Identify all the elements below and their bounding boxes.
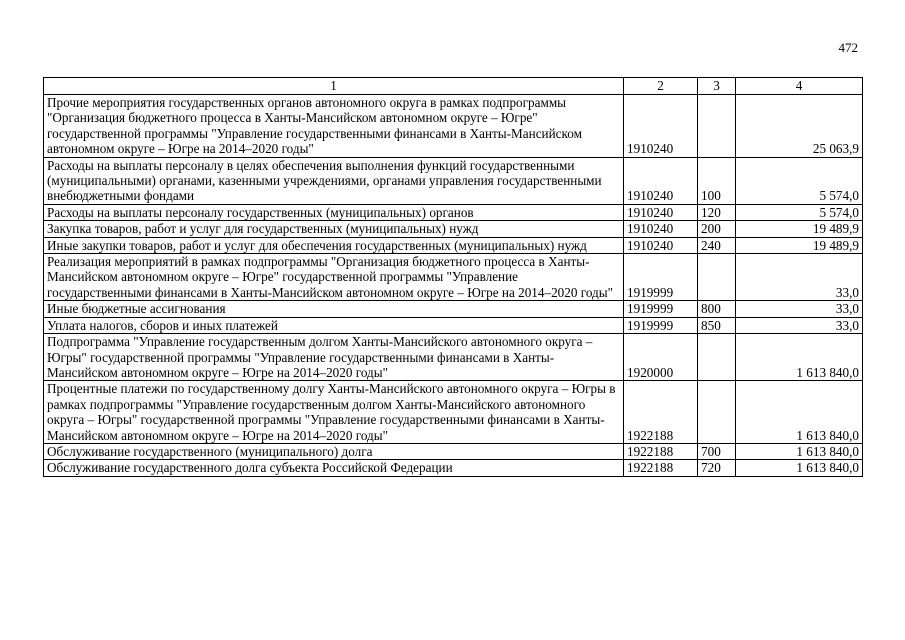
row-type: 700 xyxy=(698,443,736,459)
row-type: 200 xyxy=(698,221,736,237)
row-description: Процентные платежи по государственному долгу Ханты-Мансийского автономного округа – Югры в рамках подпрограммы "Управление государственным долгом Ханты-Мансийского автономного округа – Югры" государственной программы "Управление государственными финансами в Ханты-Мансийском автономном округе – Югре на 2014–2020 годы" xyxy=(44,381,624,444)
row-description: Расходы на выплаты персоналу государственных (муниципальных) органов xyxy=(44,204,624,220)
row-type: 100 xyxy=(698,157,736,204)
column-header: 3 xyxy=(698,78,736,95)
row-amount: 5 574,0 xyxy=(736,157,863,204)
table-row xyxy=(44,157,863,204)
row-amount: 1 613 840,0 xyxy=(736,334,863,381)
row-type: 800 xyxy=(698,301,736,317)
row-type: 120 xyxy=(698,204,736,220)
row-code: 1910240 xyxy=(624,204,698,220)
table-row xyxy=(44,334,863,381)
row-amount: 1 613 840,0 xyxy=(736,443,863,459)
table-row xyxy=(44,317,863,333)
row-description: Обслуживание государственного долга субъекта Российской Федерации xyxy=(44,460,624,476)
row-code: 1919999 xyxy=(624,317,698,333)
row-amount: 33,0 xyxy=(736,301,863,317)
row-type xyxy=(698,334,736,381)
table-row xyxy=(44,301,863,317)
row-description: Иные бюджетные ассигнования xyxy=(44,301,624,317)
row-type: 850 xyxy=(698,317,736,333)
row-code: 1910240 xyxy=(624,221,698,237)
row-code: 1910240 xyxy=(624,237,698,253)
row-description: Иные закупки товаров, работ и услуг для обеспечения государственных (муниципальных) нужд xyxy=(44,237,624,253)
row-code: 1919999 xyxy=(624,254,698,301)
budget-table xyxy=(43,77,863,477)
column-header: 1 xyxy=(44,78,624,95)
row-code: 1910240 xyxy=(624,157,698,204)
row-description: Прочие мероприятия государственных органов автономного округа в рамках подпрограммы "Организация бюджетного процесса в Ханты-Мансийском автономном округе – Югре" государственной программы "Управление государственными финансами в Ханты-Мансийском автономном округе – Югре на 2014–2020 годы" xyxy=(44,95,624,158)
row-code: 1922188 xyxy=(624,381,698,444)
row-amount: 25 063,9 xyxy=(736,95,863,158)
table-row xyxy=(44,95,863,158)
row-type: 240 xyxy=(698,237,736,253)
table-header-row xyxy=(44,78,863,95)
row-amount: 33,0 xyxy=(736,254,863,301)
row-type xyxy=(698,254,736,301)
row-type xyxy=(698,95,736,158)
row-description: Расходы на выплаты персоналу в целях обеспечения выполнения функций государственными (муниципальными) органами, казенными учреждениями, органами управления государственными внебюджетными фондами xyxy=(44,157,624,204)
row-description: Обслуживание государственного (муниципального) долга xyxy=(44,443,624,459)
row-type xyxy=(698,381,736,444)
column-header: 2 xyxy=(624,78,698,95)
row-description: Реализация мероприятий в рамках подпрограммы "Организация бюджетного процесса в Ханты-Мансийском автономном округе – Югре" государственной программы "Управление государственными финансами в Ханты-Мансийском автономном округе – Югре на 2014–2020 годы" xyxy=(44,254,624,301)
row-code: 1910240 xyxy=(624,95,698,158)
table-row xyxy=(44,460,863,476)
table-row xyxy=(44,237,863,253)
table-row xyxy=(44,221,863,237)
table-row xyxy=(44,254,863,301)
row-code: 1920000 xyxy=(624,334,698,381)
row-amount: 1 613 840,0 xyxy=(736,460,863,476)
row-amount: 33,0 xyxy=(736,317,863,333)
column-header: 4 xyxy=(736,78,863,95)
row-code: 1919999 xyxy=(624,301,698,317)
table-row xyxy=(44,381,863,444)
row-code: 1922188 xyxy=(624,443,698,459)
row-description: Уплата налогов, сборов и иных платежей xyxy=(44,317,624,333)
row-description: Закупка товаров, работ и услуг для государственных (муниципальных) нужд xyxy=(44,221,624,237)
page-number: 472 xyxy=(838,40,858,55)
row-amount: 1 613 840,0 xyxy=(736,381,863,444)
row-amount: 5 574,0 xyxy=(736,204,863,220)
table-row xyxy=(44,443,863,459)
row-description: Подпрограмма "Управление государственным долгом Ханты-Мансийского автономного округа – Югры" государственной программы "Управление государственными финансами в Ханты-Мансийском автономном округе – Югре на 2014–2020 годы" xyxy=(44,334,624,381)
row-amount: 19 489,9 xyxy=(736,237,863,253)
row-amount: 19 489,9 xyxy=(736,221,863,237)
row-code: 1922188 xyxy=(624,460,698,476)
table-row xyxy=(44,204,863,220)
row-type: 720 xyxy=(698,460,736,476)
